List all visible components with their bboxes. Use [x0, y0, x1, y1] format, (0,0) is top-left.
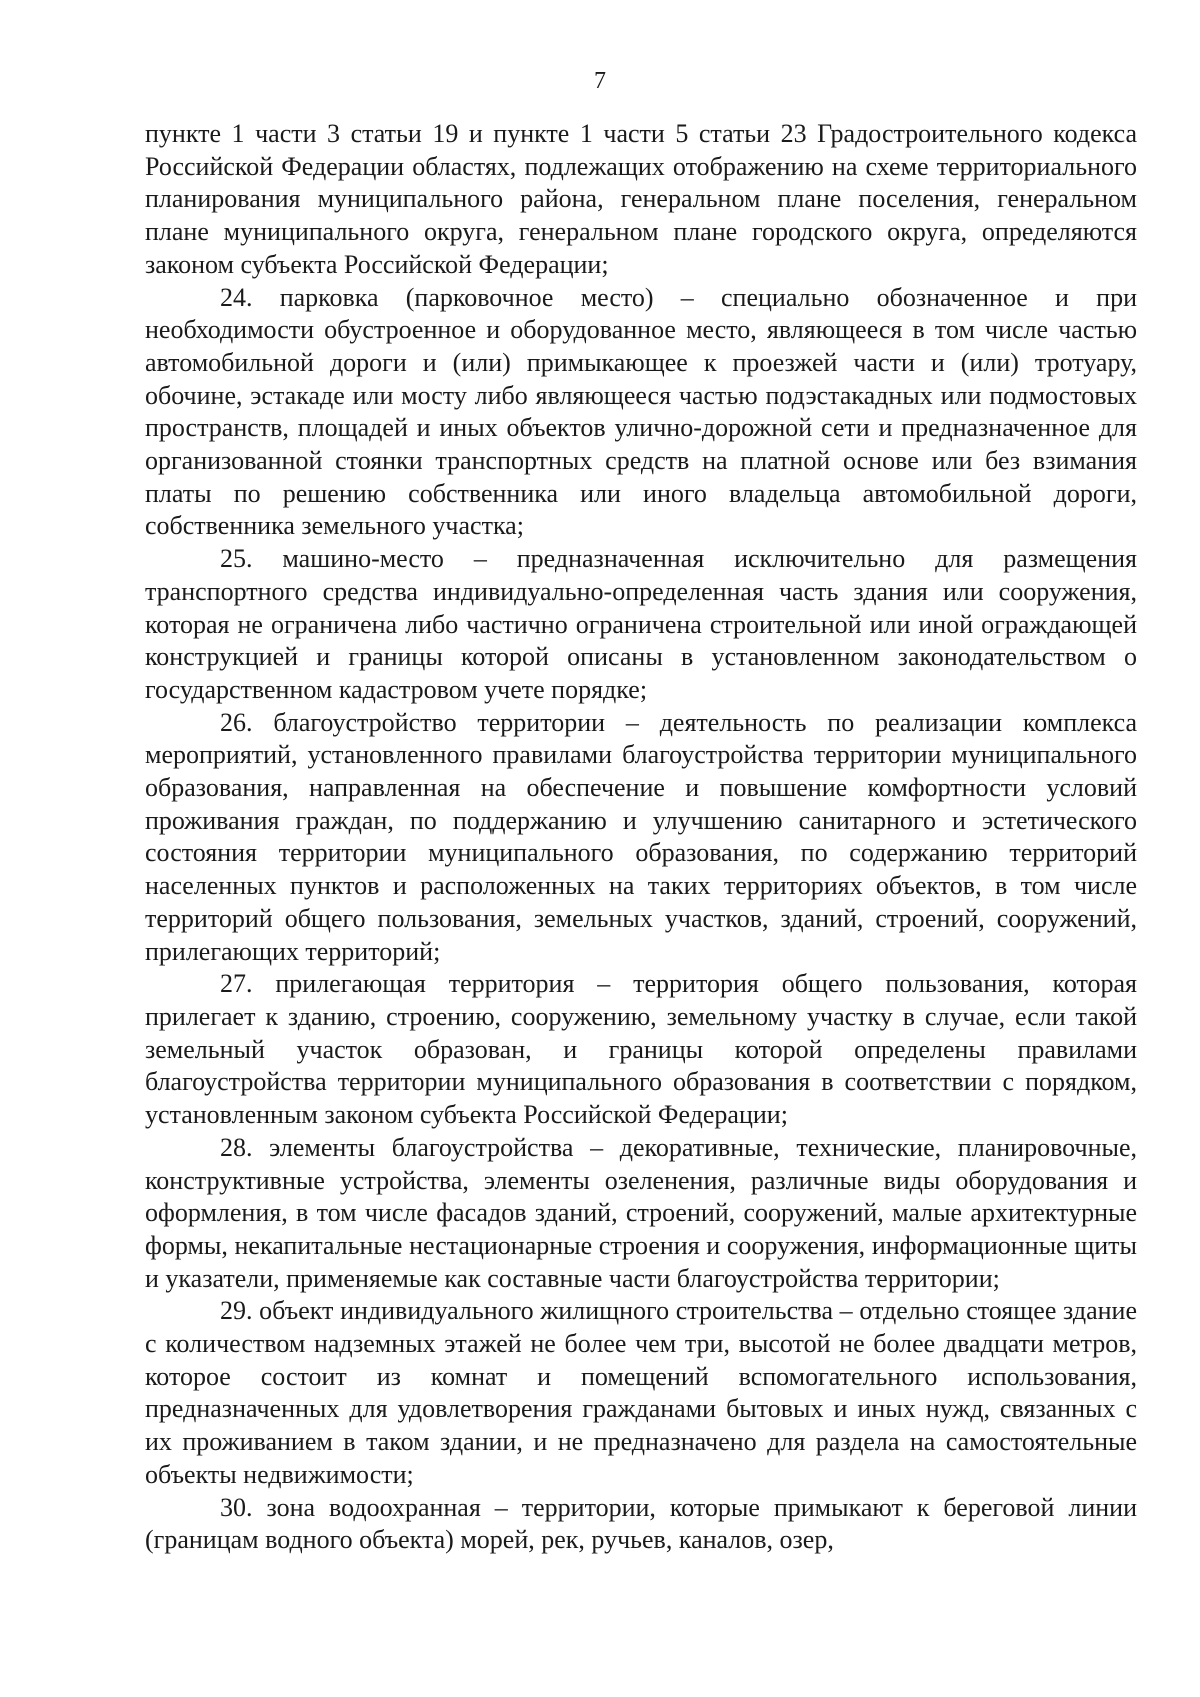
document-body [145, 118, 1137, 1557]
paragraph-item-27: 27. прилегающая территория – территория общего пользования, которая прилегает к зданию, строению, сооружению, земельному участку в случае, если такой земельный участок образован, и границы которой определены правилами благоустройства территории муниципального образования в соответствии с порядком, установленным законом субъекта Российской Федерации; [145, 969, 1137, 1130]
paragraph-item-25: 25. машино-место – предназначенная исключительно для размещения транспортного средства индивидуально-определенная часть здания или сооружения, которая не ограничена либо частично ограничена строительной или иной ограждающей конструкцией и границы которой описаны в установленном законодательством о государственном кадастровом учете порядке; [145, 544, 1137, 704]
paragraph-item-24: 24. парковка (парковочное место) – специально обозначенное и при необходимости обустроенное и оборудованное место, являющееся в том числе частью автомобильной дороги и (или) примыкающее к проезжей части и (или) тротуару, обочине, эстакаде или мосту либо являющееся частью подэстакадных или подмостовых пространств, площадей и иных объектов улично-дорожной сети и предназначенное для организованной стоянки транспортных средств на платной основе или без взимания платы по решению собственника или иного владельца автомобильной дороги, собственника земельного участка; [145, 282, 1137, 541]
paragraph-continuation: пункте 1 части 3 статьи 19 и пункте 1 части 5 статьи 23 Градостроительного кодекса Российской Федерации областях, подлежащих отображению на схеме территориального планирования муниципального района, генеральном плане поселения, генеральном плане муниципального округа, генеральном плане городского округа, определяются законом субъекта Российской Федерации; [145, 119, 1137, 279]
paragraph-item-29: 29. объект индивидуального жилищного строительства – отдельно стоящее здание с количеством надземных этажей не более чем три, высотой не более двадцати метров, которое состоит из комнат и помещений вспомогательного использования, предназначенных для удовлетворения гражданами бытовых и иных нужд, связанных с их проживанием в таком здании, и не предназначено для раздела на самостоятельные объекты недвижимости; [145, 1296, 1137, 1489]
paragraph-item-30: 30. зона водоохранная – территории, которые примыкают к береговой линии (границам водного объекта) морей, рек, ручьев, каналов, озер, [145, 1492, 1137, 1555]
page-number: 7 [594, 68, 606, 94]
paragraph-item-28: 28. элементы благоустройства – декоративные, технические, планировочные, конструктивные устройства, элементы озеленения, различные виды оборудования и оформления, в том числе фасадов зданий, строений, сооружений, малые архитектурные формы, некапитальные нестационарные строения и сооружения, информационные щиты и указатели, применяемые как составные части благоустройства территории; [145, 1132, 1137, 1293]
paragraph-item-26: 26. благоустройство территории – деятельность по реализации комплекса мероприятий, установленного правилами благоустройства территории муниципального образования, направленная на обеспечение и повышение комфортности условий проживания граждан, по поддержанию и улучшению санитарного и эстетического состояния территории муниципального образования, по содержанию территорий населенных пунктов и расположенных на таких территориях объектов, в том числе территорий общего пользования, земельных участков, зданий, строений, сооружений, прилегающих территорий; [145, 707, 1137, 966]
